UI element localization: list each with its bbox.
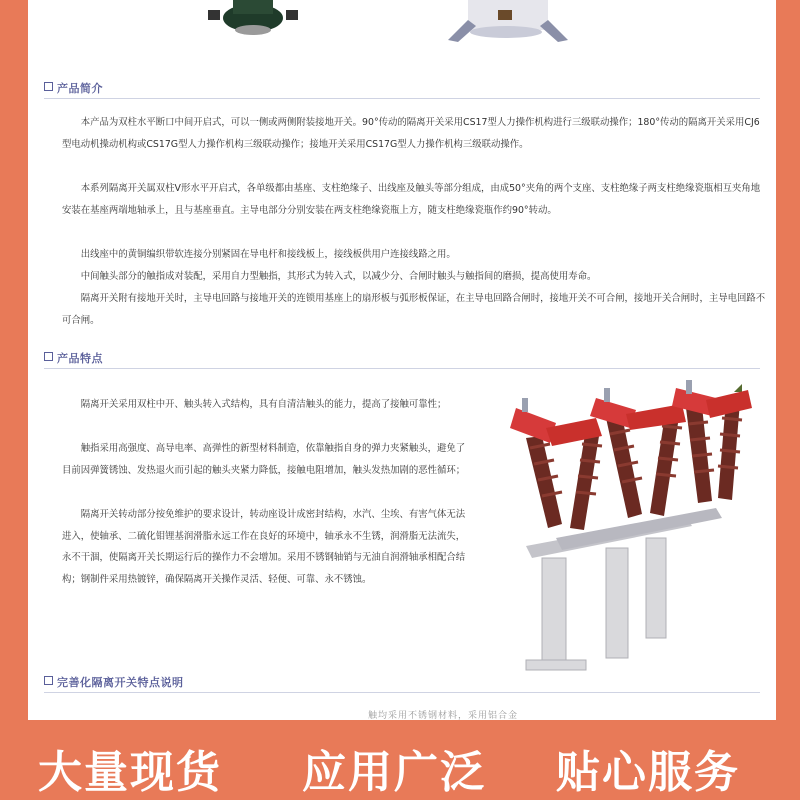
section-title-text: 产品简介 [57,82,103,95]
banner-item-service: 贴心服务 [556,747,740,798]
section-title-text: 完善化隔离开关特点说明 [57,676,184,689]
checkbox-square-icon [44,676,53,685]
product-document [28,0,776,720]
checkbox-square-icon [44,82,53,91]
section-title-features [44,350,103,366]
banner-item-stock: 大量现货 [38,747,222,798]
top-product-images [28,0,776,62]
section-title-improved [44,674,184,690]
motor-mechanism-image [208,0,298,35]
intro-paragraph-3: 出线座中的黄铜编织带软连接分别紧固在导电杆和接线板上，接线板供用户连接线路之用。 [80,249,456,260]
faded-text-line: 触均采用不锈钢材料，采用铝合金 [368,711,519,720]
feature-paragraph-1: 隔离开关采用双柱中开、触头转入式结构，具有自清洁触头的能力，提高了接触可靠性； [80,399,447,410]
isolator-switch-product-image [486,378,776,678]
promo-banner [0,720,800,800]
divider [44,692,760,693]
intro-paragraph-4: 中间触头部分的触指成对装配，采用自力型触指，其形式为转入式，以减少分、合闸时触头与触指间的磨损，提高使用寿命。 [80,271,597,282]
intro-paragraph-1: 本产品为双柱水平断口中间开启式，可以一侧或两侧附装接地开关。90°传动的隔离开关采用CS17型人力操作机构进行三级联动操作；180°传动的隔离开关采用CJ6型电动机操动机构或CS17G型人力操作机构三级联动操作；接地开关采用CS17G型人力操作机构三级联动操作。 [62,117,760,150]
feature-paragraph-3: 隔离开关转动部分按免维护的要求设计，转动座设计成密封结构，水汽、尘埃、有害气体无法进入，使轴承、二硫化钼锂基润滑脂永远工作在良好的环境中，轴承永不生锈，润滑脂无法流失，永不干涸，使隔离开关长期运行后的操作力不会增加。采用不锈钢轴销与无油自润滑轴承相配合结构；钢制件采用热镀锌，确保隔离开关操作灵活、轻便、可靠、永不锈蚀。 [62,509,466,585]
feature-paragraph-2: 触指采用高强度、高导电率、高弹性的新型材料制造，依靠触指自身的弹力夹紧触头，避免了目前因弹簧锈蚀、发热退火而引起的触头夹紧力降低，接触电阻增加，触头发热加剧的恶性循环； [62,443,466,476]
divider [44,98,760,99]
divider [44,368,760,369]
checkbox-square-icon [44,352,53,361]
section-title-text: 产品特点 [57,352,103,365]
intro-paragraph-2: 本系列隔离开关属双柱V形水平开启式，各单级都由基座、支柱绝缘子、出线座及触头等部分组成，由成50°夹角的两个支座、支柱绝缘子两支柱绝缘瓷瓶相互夹角地安装在基座两端地轴承上，且与基座垂直。主导电部分分别安装在两支柱绝缘瓷瓶上方，随支柱绝缘瓷瓶作约90°转动。 [62,183,761,216]
intro-paragraph-5: 隔离开关附有接地开关时，主导电回路与接地开关的连锁用基座上的扇形板与弧形板保证，在主导电回路合闸时，接地开关不可合闸，接地开关合闸时，主导电回路不可合闸。 [62,293,766,326]
banner-item-application: 应用广泛 [302,747,486,798]
isolator-base-image [448,0,568,42]
section-title-intro [44,80,103,96]
